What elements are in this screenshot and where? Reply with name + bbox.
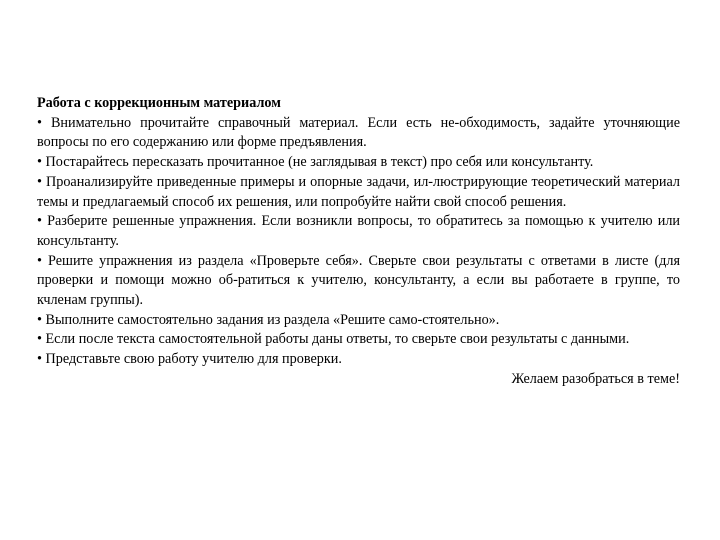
instruction-item-7: • Если после текста самостоятельной работы даны ответы, то сверьте свои результаты с данными. xyxy=(37,331,630,348)
instruction-item-1: • Внимательно прочитайте справочный материал. Если есть не-обходимость, задайте уточняющие вопросы по его содержанию или форме предъявления. xyxy=(37,114,680,151)
closing-line: Желаем разобраться в теме! xyxy=(511,370,680,387)
instruction-item-2: • Постарайтесь пересказать прочитанное (не заглядывая в текст) про себя или консультанту. xyxy=(37,154,594,171)
instruction-item-8: • Представьте свою работу учителю для проверки. xyxy=(37,351,342,368)
instruction-item-3: • Проанализируйте приведенные примеры и опорные задачи, ил-люстрирующие теоретический материал темы и предлагаемый способ их решения, или попробуйте найти свой способ решения. xyxy=(37,173,680,210)
instruction-item-6: • Выполните самостоятельно задания из раздела «Решите само-стоятельно». xyxy=(37,311,500,328)
instruction-item-4: • Разберите решенные упражнения. Если возникли вопросы, то обратитесь за помощью к учителю или консультанту. xyxy=(37,213,680,249)
document-body xyxy=(37,94,680,390)
document-title: Работа с коррекционным материалом xyxy=(37,95,281,111)
instruction-item-5: • Решите упражнения из раздела «Проверьте себя». Сверьте свои результаты с ответами в листе (для проверки и помощи можно об-ратиться к учителю, консультанту, а если вы работаете в группе, то кчленам группы). xyxy=(37,252,680,309)
